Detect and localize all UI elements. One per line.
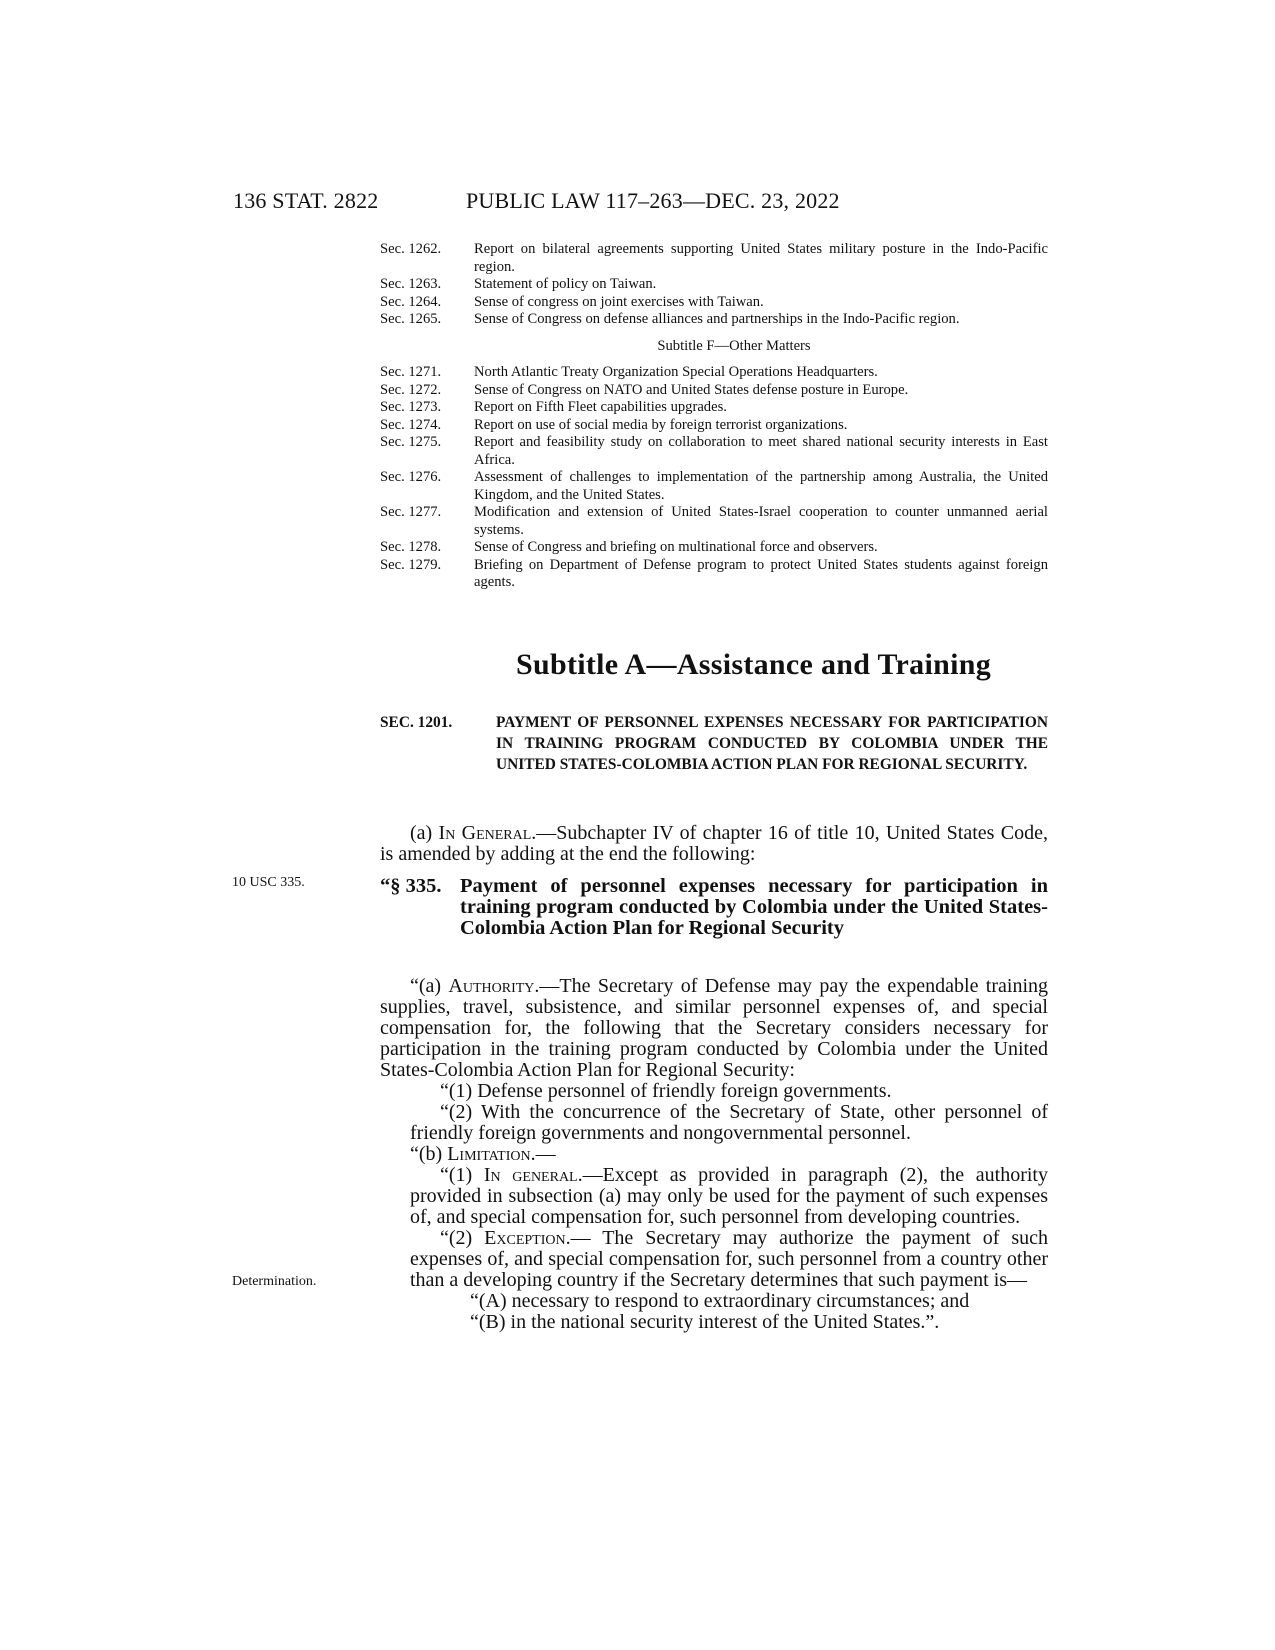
toc-section-number: Sec. 1275. — [380, 434, 442, 450]
toc-section-title: Report on bilateral agreements supporting United States military posture in the Indo-Pacific region. — [474, 241, 1048, 275]
toc-row — [380, 399, 1048, 417]
section-symbol: “§ 335. — [380, 875, 442, 897]
subsection-lead: “(b) — [410, 1143, 448, 1165]
subsection-b-limitation — [380, 1144, 1048, 1165]
subsection-heading: Limitation — [447, 1143, 531, 1165]
toc-section-title: Sense of Congress on defense alliances and partnerships in the Indo-Pacific region. — [474, 311, 960, 327]
toc-section-number: Sec. 1277. — [380, 504, 442, 520]
toc-section-title: Sense of congress on joint exercises with Taiwan. — [474, 293, 764, 310]
paragraph-b1 — [380, 1165, 1048, 1228]
toc-section-title: Sense of Congress on NATO and United States defense posture in Europe. — [474, 381, 909, 398]
toc-row — [380, 241, 1048, 276]
paragraph-text: .—Except as provided in paragraph (2), the authority provided in subsection (a) may only be used for the payment of such expenses of, and special compensation for, such personnel from developing countries. — [410, 1164, 1048, 1228]
section-335-heading — [380, 876, 1048, 939]
paragraph-heading: In general — [483, 1164, 578, 1186]
toc-section-title: Briefing on Department of Defense program to protect United States students against foreign agents. — [474, 556, 1048, 590]
toc-section-number: Sec. 1279. — [380, 556, 442, 573]
toc-row — [380, 434, 1048, 469]
subsection-text: .—Subchapter IV of chapter 16 of title 10, United States Code, is amended by adding at the end the following: — [380, 822, 1048, 865]
toc-subtitle-heading: Subtitle F—Other Matters — [657, 337, 811, 354]
page-reference: 136 STAT. 2822 — [233, 188, 379, 213]
subsection-text: .— — [530, 1143, 556, 1165]
toc-row — [380, 382, 1048, 400]
toc-section-title: Statement of policy on Taiwan. — [474, 276, 657, 292]
toc-section-number: Sec. 1271. — [380, 364, 442, 380]
subparagraph-bA: “(A) necessary to respond to extraordinary circumstances; and — [470, 1290, 970, 1312]
paragraph-lead: “(2) — [440, 1227, 485, 1249]
subsection-heading: Authority — [448, 975, 535, 997]
section-335-body — [380, 976, 1048, 1333]
toc-row — [380, 276, 1048, 294]
toc-section-title: Report on Fifth Fleet capabilities upgrades. — [474, 399, 727, 415]
paragraph-a1: “(1) Defense personnel of friendly foreign governments. — [440, 1080, 892, 1102]
section-title: PAYMENT OF PERSONNEL EXPENSES NECESSARY FOR PARTICIPATION IN TRAINING PROGRAM CONDUCTED BY COLOMBIA UNDER THE UNITED STATES-COLOMBIA ACTION PLAN FOR REGIONAL SECURITY. — [496, 714, 1048, 773]
subparagraph-bB: “(B) in the national security interest of the United States.”. — [470, 1311, 940, 1333]
toc-section-number: Sec. 1263. — [380, 276, 442, 292]
toc-row — [380, 504, 1048, 539]
margin-note-usc: 10 USC 335. — [232, 875, 305, 890]
toc-section-title: North Atlantic Treaty Organization Special Operations Headquarters. — [474, 364, 878, 380]
section-1201-heading — [380, 712, 1048, 775]
toc-row — [380, 417, 1048, 435]
toc-section-number: Sec. 1264. — [380, 293, 442, 310]
toc-section-title: Modification and extension of United States-Israel cooperation to counter unmanned aerial systems. — [474, 504, 1048, 538]
toc-section-number: Sec. 1273. — [380, 399, 442, 415]
toc-section-number: Sec. 1272. — [380, 381, 442, 398]
toc-section-title: Report on use of social media by foreign terrorist organizations. — [474, 416, 848, 433]
subsection-a-authority — [380, 976, 1048, 1081]
toc-section-number: Sec. 1265. — [380, 311, 442, 327]
table-of-contents — [380, 241, 1048, 592]
toc-row — [380, 294, 1048, 312]
toc-section-number: Sec. 1274. — [380, 416, 442, 433]
subsection-lead: “(a) — [410, 975, 449, 997]
toc-section-number: Sec. 1276. — [380, 469, 442, 485]
paragraph-lead: “(1) — [440, 1164, 484, 1186]
subsection-text: .—The Secretary of Defense may pay the expendable training supplies, travel, subsistence, and similar personnel expenses of, and special compensation for, the following that the Secretary considers necessary for participation in the training program conducted by Colombia under the United States-Colombia Action Plan for Regional Security: — [380, 975, 1048, 1081]
toc-section-title: Assessment of challenges to implementation of the partnership among Australia, the United Kingdom, and the United States. — [474, 469, 1048, 503]
subtitle-a-heading: Subtitle A—Assistance and Training — [515, 648, 992, 681]
margin-note-determination: Determination. — [232, 1274, 317, 1289]
toc-row — [380, 539, 1048, 557]
toc-section-title: Report and feasibility study on collaboration to meet shared national security interests in East Africa. — [474, 434, 1048, 468]
section-335-title: Payment of personnel expenses necessary for participation in training program conducted by Colombia under the United States-Colombia Action Plan for Regional Security — [460, 875, 1048, 939]
subsection-a-paragraph — [380, 823, 1048, 865]
subsection-lead: (a) — [410, 822, 439, 844]
toc-section-title: Sense of Congress and briefing on multinational force and observers. — [474, 539, 878, 555]
toc-section-number: Sec. 1278. — [380, 539, 442, 555]
toc-row — [380, 469, 1048, 504]
paragraph-b2 — [380, 1228, 1048, 1291]
paragraph-text: .— The Secretary may authorize the payment of such expenses of, and special compensation for, such personnel from a country other than a developing country if the Secretary determines that such payment is— — [410, 1227, 1049, 1291]
law-title-header: PUBLIC LAW 117–263—DEC. 23, 2022 — [466, 188, 840, 213]
toc-section-number: Sec. 1262. — [380, 241, 442, 257]
paragraph-a2: “(2) With the concurrence of the Secretary of State, other personnel of friendly foreign governments and nongovernmental personnel. — [410, 1101, 1048, 1144]
toc-row — [380, 364, 1048, 382]
section-number: SEC. 1201. — [380, 714, 453, 731]
toc-row — [380, 311, 1048, 329]
subsection-heading: In General — [438, 822, 532, 844]
paragraph-heading: Exception — [484, 1227, 566, 1249]
toc-row — [380, 557, 1048, 592]
